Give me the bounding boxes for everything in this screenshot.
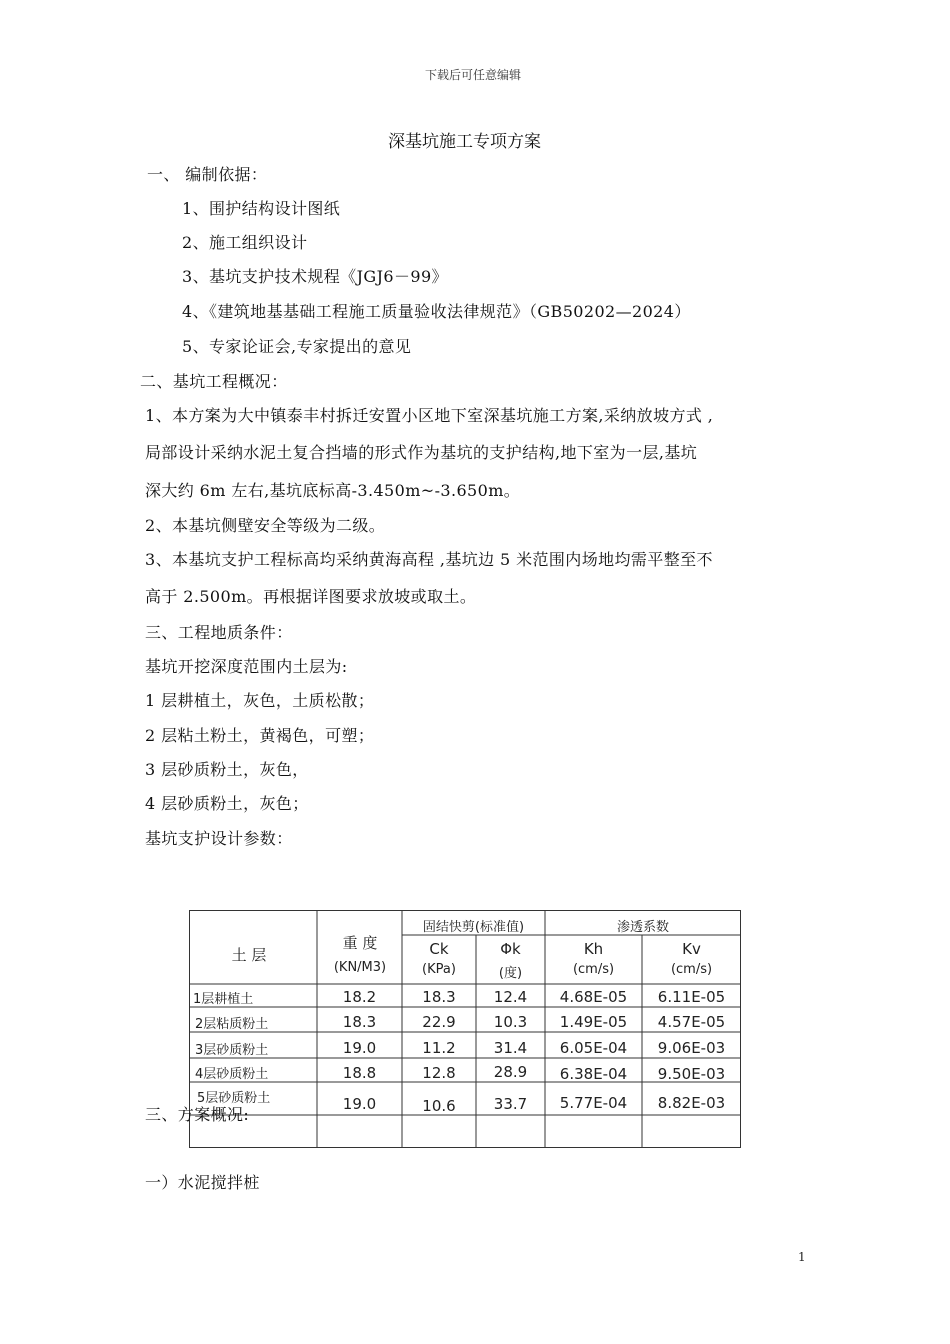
overview-line: 2、本基坑侧壁安全等级为二级。 <box>145 516 386 535</box>
table-cell-kv: 6.11E-05 <box>657 988 726 1006</box>
header-kh: Kh <box>583 940 604 958</box>
basis-item: 1、围护结构设计图纸 <box>182 199 341 218</box>
table-cell-phik: 10.3 <box>493 1013 528 1031</box>
table-cell-ck: 18.3 <box>422 988 456 1006</box>
document-title: 深基坑施工专项方案 <box>388 132 541 152</box>
table-cell-kv: 8.82E-03 <box>657 1094 726 1112</box>
basis-item: 5、专家论证会,专家提出的意见 <box>182 337 412 356</box>
basis-item: 3、基坑支护技术规程《JGJ6－99》 <box>182 267 448 286</box>
header-phik-unit: (度) <box>498 966 523 981</box>
header-permeability: 渗透系数 <box>616 920 669 935</box>
header-unit-weight: 重 度 <box>342 934 378 952</box>
header-note: 下载后可任意编辑 <box>425 68 522 82</box>
geology-line: 1 层耕植土，灰色，土质松散； <box>145 691 375 710</box>
header-kv-unit: (cm/s) <box>670 962 713 977</box>
table-cell-phik: 33.7 <box>493 1095 528 1113</box>
table-cell-weight: 19.0 <box>342 1095 377 1113</box>
table-cell-kv: 9.06E-03 <box>657 1039 726 1057</box>
table-cell-kh: 6.38E-04 <box>559 1065 628 1083</box>
basis-item: 4、《建筑地基基础工程施工质量验收法律规范》（GB50202—2024） <box>182 302 691 321</box>
overview-line: 局部设计采纳水泥土复合挡墙的形式作为基坑的支护结构,地下室为一层,基坑 <box>145 443 698 462</box>
table-cell-weight: 18.3 <box>342 1013 377 1031</box>
table-cell-ck: 11.2 <box>422 1039 456 1057</box>
header-phik: Φk <box>500 940 521 958</box>
table-cell-kh: 5.77E-04 <box>559 1094 628 1112</box>
table-cell-kh: 6.05E-04 <box>559 1039 628 1057</box>
table-cell-weight: 18.2 <box>342 988 377 1006</box>
overview-line: 3、本基坑支护工程标高均采纳黄海高程 ,基坑边 5 米范围内场地均需平整至不 <box>145 550 713 569</box>
table-cell-phik: 31.4 <box>493 1039 528 1057</box>
header-consolidated-quick-shear: 固结快剪(标准值) <box>422 920 525 935</box>
table-cell-phik: 12.4 <box>493 988 528 1006</box>
table-cell-ck: 12.8 <box>422 1064 456 1082</box>
geology-line: 基坑开挖深度范围内土层为: <box>145 657 348 676</box>
table-cell-kv: 9.50E-03 <box>657 1065 726 1083</box>
overview-line: 1、本方案为大中镇泰丰村拆迁安置小区地下室深基坑施工方案,采纳放坡方式 , <box>145 406 714 425</box>
subsection-heading: 一）水泥搅拌桩 <box>145 1173 260 1192</box>
overview-line: 高于 2.500m。再根据详图要求放坡或取土。 <box>145 587 477 606</box>
table-cell-layer: 4层砂质粉土 <box>195 1067 269 1082</box>
section-1-heading: 一、 编制依据： <box>147 165 268 184</box>
table-cell-kh: 4.68E-05 <box>559 988 628 1006</box>
header-ck-unit: (KPa) <box>422 962 456 977</box>
table-cell-layer: 2层粘质粉土 <box>195 1017 269 1032</box>
section-3-heading: 三、工程地质条件： <box>145 623 293 642</box>
table-cell-phik: 28.9 <box>493 1063 528 1081</box>
page-number: 1 <box>798 1250 806 1264</box>
geology-line: 基坑支护设计参数： <box>145 829 293 848</box>
table-cell-weight: 18.8 <box>342 1064 377 1082</box>
table-cell-kv: 4.57E-05 <box>657 1013 726 1031</box>
header-ck: Ck <box>429 940 449 958</box>
header-kv: Kv <box>682 940 701 958</box>
table-cell-ck: 10.6 <box>422 1097 456 1115</box>
section-4-heading: 三、方案概况: <box>145 1105 250 1124</box>
table-cell-ck: 22.9 <box>422 1013 456 1031</box>
soil-parameter-table <box>189 910 741 1148</box>
basis-item: 2、施工组织设计 <box>182 233 308 252</box>
geology-line: 4 层砂质粉土，灰色； <box>145 794 309 813</box>
section-2-heading: 二、基坑工程概况： <box>140 372 288 391</box>
header-soil-layer: 土 层 <box>231 946 267 964</box>
header-kh-unit: (cm/s) <box>572 962 615 977</box>
table-cell-kh: 1.49E-05 <box>559 1013 628 1031</box>
table-cell-layer: 1层耕植土 <box>193 992 254 1007</box>
geology-line: 3 层砂质粉土，灰色， <box>145 760 309 779</box>
table-cell-weight: 19.0 <box>342 1039 377 1057</box>
header-unit-weight-unit: (KN/M3) <box>333 960 387 975</box>
overview-line: 深大约 6m 左右,基坑底标高-3.450m~-3.650m。 <box>145 481 521 500</box>
table-cell-layer: 5层砂质粉土 <box>197 1091 271 1106</box>
table-cell-layer: 3层砂质粉土 <box>195 1043 269 1058</box>
geology-line: 2 层粘土粉土，黄褐色，可塑； <box>145 726 375 745</box>
